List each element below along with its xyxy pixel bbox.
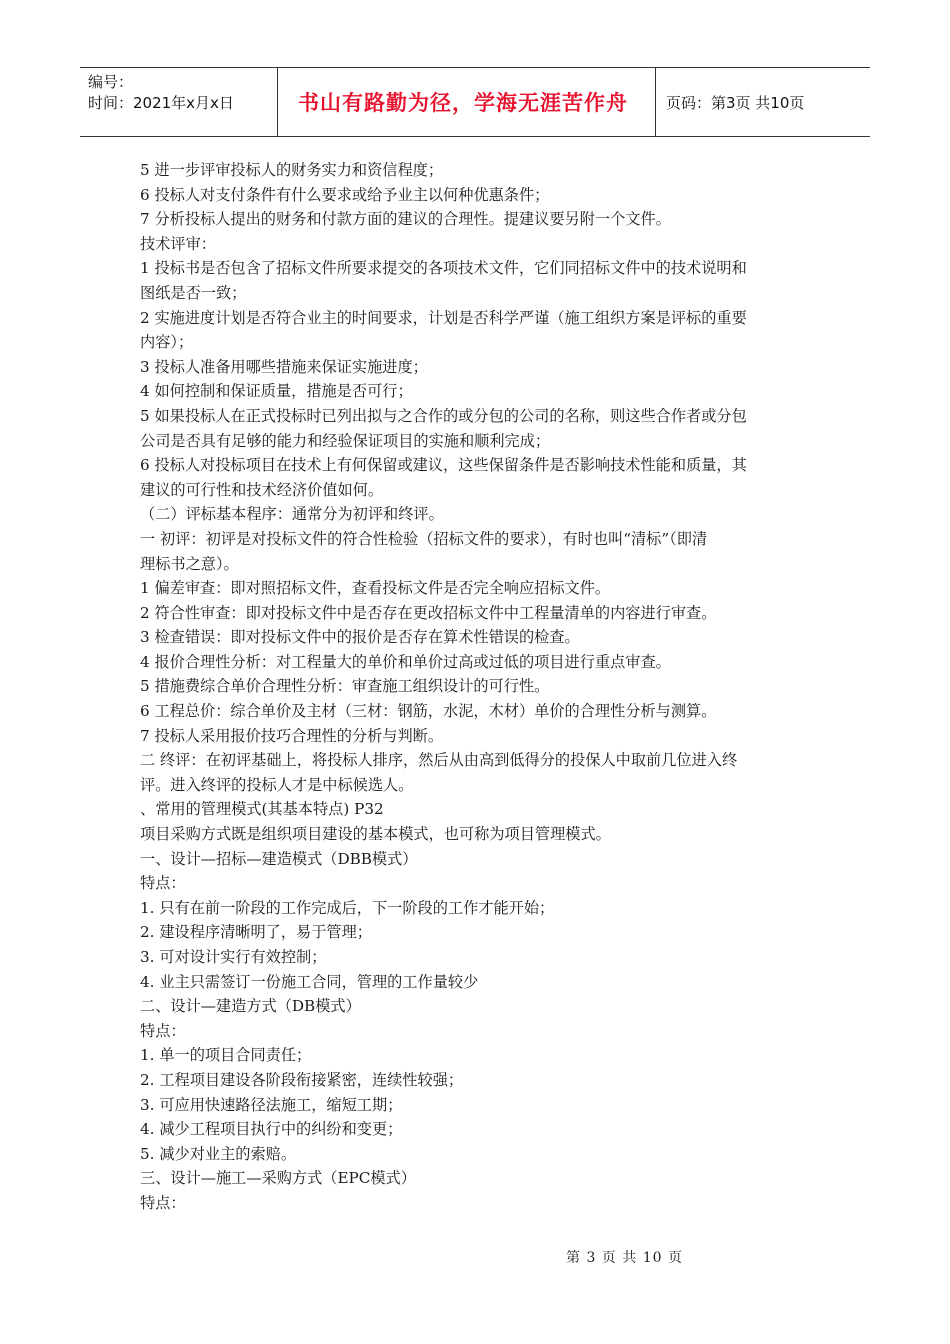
document-body <box>140 158 820 1216</box>
text-line: 二、设计—建造方式（DB模式） <box>140 997 361 1016</box>
text-line: 3 投标人准备用哪些措施来保证实施进度； <box>140 357 428 376</box>
header-page-cell <box>656 68 870 136</box>
text-line: 二 终评：在初评基础上，将投标人排序，然后从由高到低得分的投保人中取前几位进入终 <box>140 751 738 770</box>
text-line: 建议的可行性和技术经济价值如何。 <box>140 480 383 499</box>
text-line: 1 投标书是否包含了招标文件所要求提交的各项技术文件，它们同招标文件中的技术说明和 <box>140 259 747 278</box>
text-line: 6 投标人对支付条件有什么要求或给予业主以何种优惠条件； <box>140 185 550 204</box>
text-line: 5. 减少对业主的索赔。 <box>140 1144 297 1163</box>
text-line: 理标书之意）。 <box>140 554 239 573</box>
text-line: 、常用的管理模式(其基本特点) P32 <box>140 800 384 819</box>
text-line: 三、设计—施工—采购方式（EPC模式） <box>140 1169 416 1188</box>
text-line: 7 投标人采用报价技巧合理性的分析与判断。 <box>140 726 444 745</box>
text-line: 6 工程总价：综合单价及主材（三材：钢筋，水泥，木材）单价的合理性分析与测算。 <box>140 702 717 721</box>
text-line: 一、设计—招标—建造模式（DBB模式） <box>140 849 418 868</box>
text-line: 2. 工程项目建设各阶段衔接紧密，连续性较强； <box>140 1070 464 1089</box>
text-line: 6 投标人对投标项目在技术上有何保留或建议，这些保留条件是否影响技术性能和质量，其 <box>140 456 747 475</box>
text-line: 特点： <box>140 1021 186 1040</box>
text-line: 7 分析投标人提出的财务和付款方面的建议的合理性。提建议要另附一个文件。 <box>140 210 671 229</box>
text-line: 2. 建设程序清晰明了，易于管理； <box>140 923 372 942</box>
serial-label: 编号： <box>88 73 134 91</box>
page-footer: 第 3 页 共 10 页 <box>566 1250 683 1266</box>
text-line: 1 偏差审查：即对照招标文件，查看投标文件是否完全响应招标文件。 <box>140 579 611 598</box>
text-line: 项目采购方式既是组织项目建设的基本模式，也可称为项目管理模式。 <box>140 825 611 844</box>
text-line: 图纸是否一致； <box>140 283 247 302</box>
text-line: 2 符合性审查：即对投标文件中是否存在更改招标文件中工程量清单的内容进行审查。 <box>140 603 717 622</box>
text-line: 特点： <box>140 1193 186 1212</box>
text-line: 5 进一步评审投标人的财务实力和资信程度； <box>140 161 444 179</box>
text-line: 公司是否具有足够的能力和经验保证项目的实施和顺利完成； <box>140 431 551 450</box>
text-line: 2 实施进度计划是否符合业主的时间要求，计划是否科学严谨（施工组织方案是评标的重要 <box>140 308 747 327</box>
date-label: 时间：2021年x月x日 <box>88 94 234 112</box>
text-line: 1. 只有在前一阶段的工作完成后，下一阶段的工作才能开始； <box>140 898 555 917</box>
text-line: 3. 可应用快速路径法施工，缩短工期； <box>140 1095 403 1114</box>
text-line: （二）评标基本程序：通常分为初评和终评。 <box>140 505 444 524</box>
text-line: 4 报价合理性分析：对工程量大的单价和单价过高或过低的项目进行重点审查。 <box>140 652 671 671</box>
text-line: 1. 单一的项目合同责任； <box>140 1046 312 1065</box>
page-indicator: 页码：第3页 共10页 <box>666 93 805 112</box>
text-line: 一 初评：初评是对投标文件的符合性检验（招标文件的要求），有时也叫“清标”（即清 <box>140 529 708 548</box>
text-line: 评。进入终评的投标人才是中标候选人。 <box>140 775 414 794</box>
text-line: 5 如果投标人在正式投标时已列出拟与之合作的或分包的公司的名称，则这些合作者或分包 <box>140 406 747 425</box>
text-line: 技术评审： <box>140 234 216 253</box>
text-line: 4. 减少工程项目执行中的纠纷和变更； <box>140 1120 403 1139</box>
text-line: 特点： <box>140 874 186 893</box>
header-motto-cell <box>278 68 656 136</box>
header-meta <box>80 68 278 136</box>
text-line: 5 措施费综合单价合理性分析：审查施工组织设计的可行性。 <box>140 677 550 696</box>
text-line: 内容）； <box>140 333 194 352</box>
text-line: 4 如何控制和保证质量，措施是否可行； <box>140 382 413 401</box>
page-header <box>80 67 870 137</box>
text-line: 3 检查错误：即对投标文件中的报价是否存在算术性错误的检查。 <box>140 628 580 647</box>
text-line: 3. 可对设计实行有效控制； <box>140 948 327 966</box>
text-line: 4. 业主只需签订一份施工合同，管理的工作量较少 <box>140 972 479 991</box>
motto-text: 书山有路勤为径，学海无涯苦作舟 <box>298 91 628 115</box>
